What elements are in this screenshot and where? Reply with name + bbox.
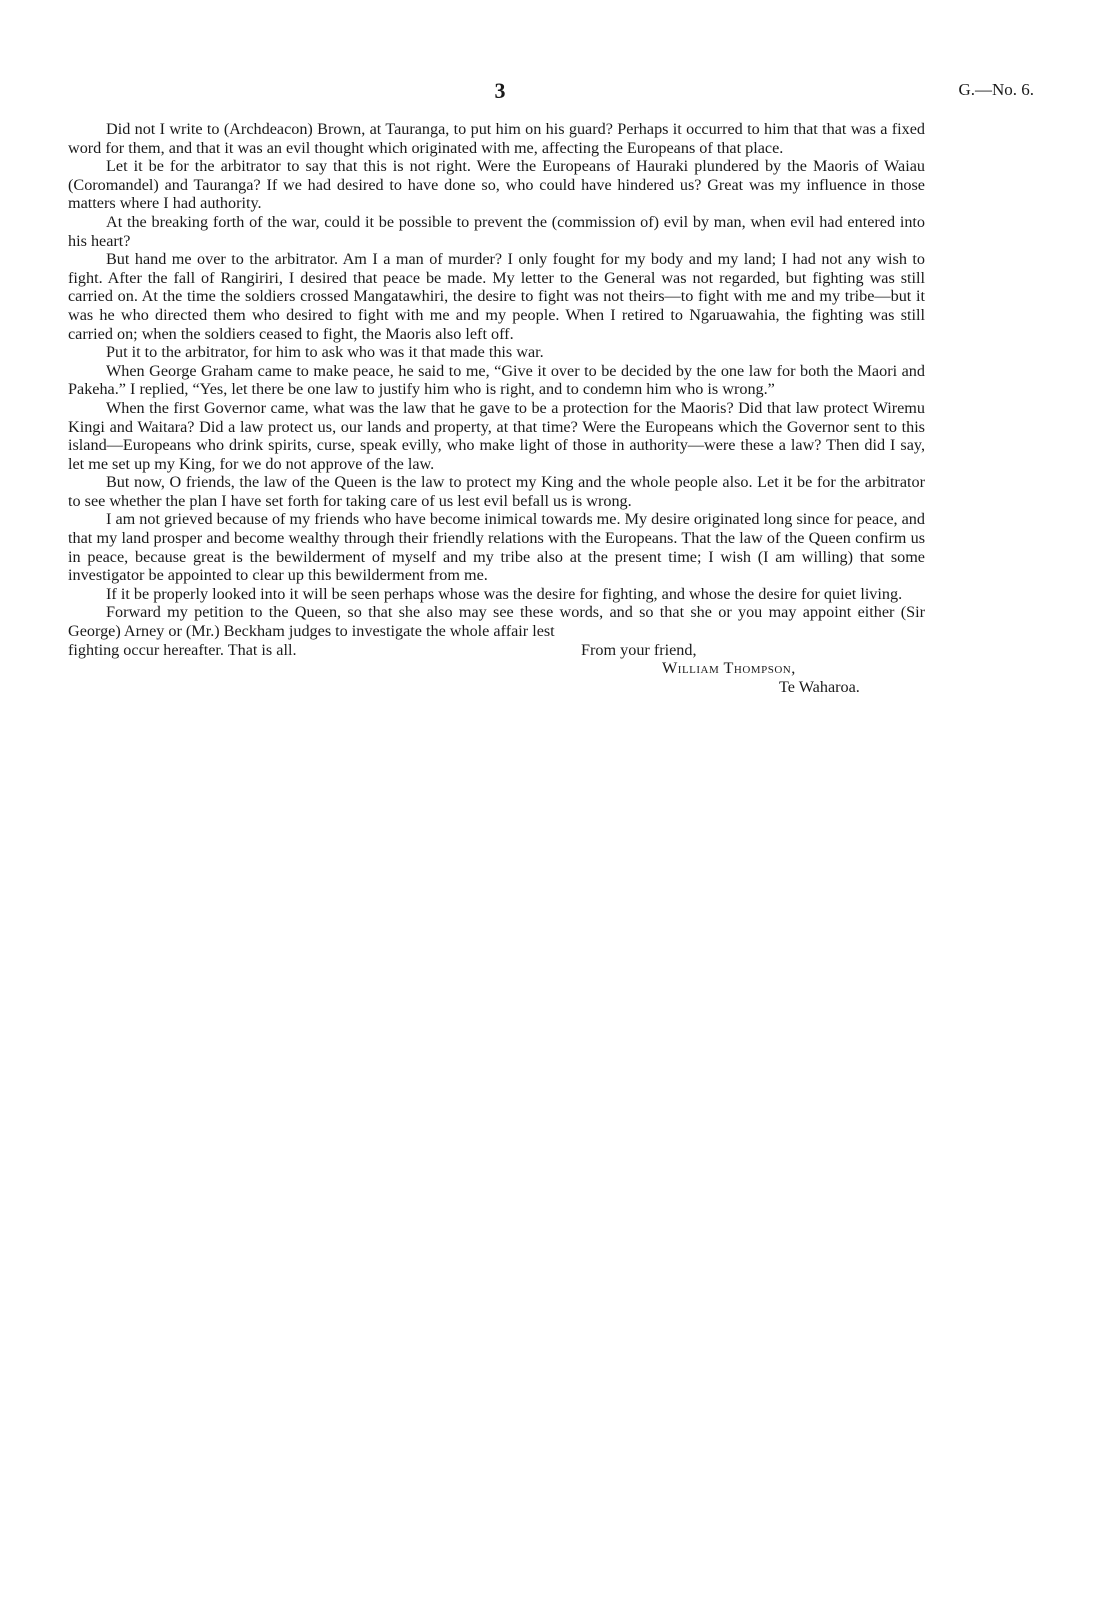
paragraph: When George Graham came to make peace, he said to me, “Give it over to be decided by the one law for both the Maori and Pakeha.” I replied, “Yes, let there be one law to justify him who is right, and to condemn him who is wrong.” — [68, 361, 925, 399]
signature-place: Te Waharoa. — [779, 677, 860, 696]
paragraph: If it be properly looked into it will be seen perhaps whose was the desire for fighting, and whose the desire for quiet living. — [106, 584, 903, 603]
series-reference: G.—No. 6. — [958, 80, 1034, 99]
paragraph: But hand me over to the arbitrator. Am I a man of murder? I only fought for my body and my land; I had not any wish to fight. After the fall of Rangiriri, I desired that peace be made. My letter to the General was not regarded, but fighting was still carried on. At the time the soldiers crossed Mangatawhiri, the desire to fight was not theirs—to fight with me and my tribe—but it was he who directed them who desired to fight with me and my people. When I retired to Ngaruawahia, the fighting was still carried on; when the soldiers ceased to fight, the Maoris also left off. — [68, 250, 925, 343]
final-paragraph: Forward my petition to the Queen, so that she also may see these words, and so that she or you may appoint either (Sir George) Arney or (Mr.) Beckham judges to investigate the whole affair lest — [68, 603, 925, 641]
paragraph: Put it to the arbitrator, for him to ask who was it that made this war. — [106, 343, 544, 362]
paragraph: I am not grieved because of my friends who have become inimical towards me. My desire originated long since for peace, and that my land prosper and become wealthy through their friendly relations with the Europeans. That the law of the Queen confirm us in peace, because great is the bewilderment of myself and my tribe also at the present time; I wish (I am willing) that some investigator be appointed to clear up this bewilderment from me. — [68, 510, 925, 585]
paragraph: Did not I write to (Archdeacon) Brown, at Tauranga, to put him on his guard? Perhaps it occurred to him that that was a fixed word for them, and that it was an evil thought which originated with me, affecting the Europeans of that place. — [68, 120, 925, 157]
closing-row — [68, 641, 925, 660]
paragraph: At the breaking forth of the war, could it be possible to prevent the (commission of) evil by man, when evil had entered into his heart? — [68, 212, 925, 250]
page-number: 3 — [494, 78, 506, 103]
paragraph: Let it be for the arbitrator to say that this is not right. Were the Europeans of Hauraki plundered by the Maoris of Waiau (Coromandel) and Tauranga? If we had desired to have done so, who could have hindered us? Great was my influence in those matters where I had authority. — [68, 157, 925, 213]
signature-name: William Thompson, — [662, 659, 796, 678]
letter-body — [68, 120, 925, 696]
paragraph: When the first Governor came, what was the law that he gave to be a protection for the Maoris? Did that law protect Wiremu Kingi and Waitara? Did a law protect us, our lands and property, at that time? Were the Europeans which the Governor sent to this island—Europeans who drink spirits, curse, speak evilly, who make light of those in authority—were these a law? Then did I say, let me set up my King, for we do not approve of the law. — [68, 398, 925, 473]
final-paragraph-last-line: fighting occur hereafter. That is all. — [68, 640, 297, 659]
paragraph: But now, O friends, the law of the Queen is the law to protect my King and the whole people also. Let it be for the arbitrator to see whether the plan I have set forth for taking care of us lest evil befall us is wrong. — [68, 473, 925, 510]
valediction: From your friend, — [581, 640, 697, 659]
